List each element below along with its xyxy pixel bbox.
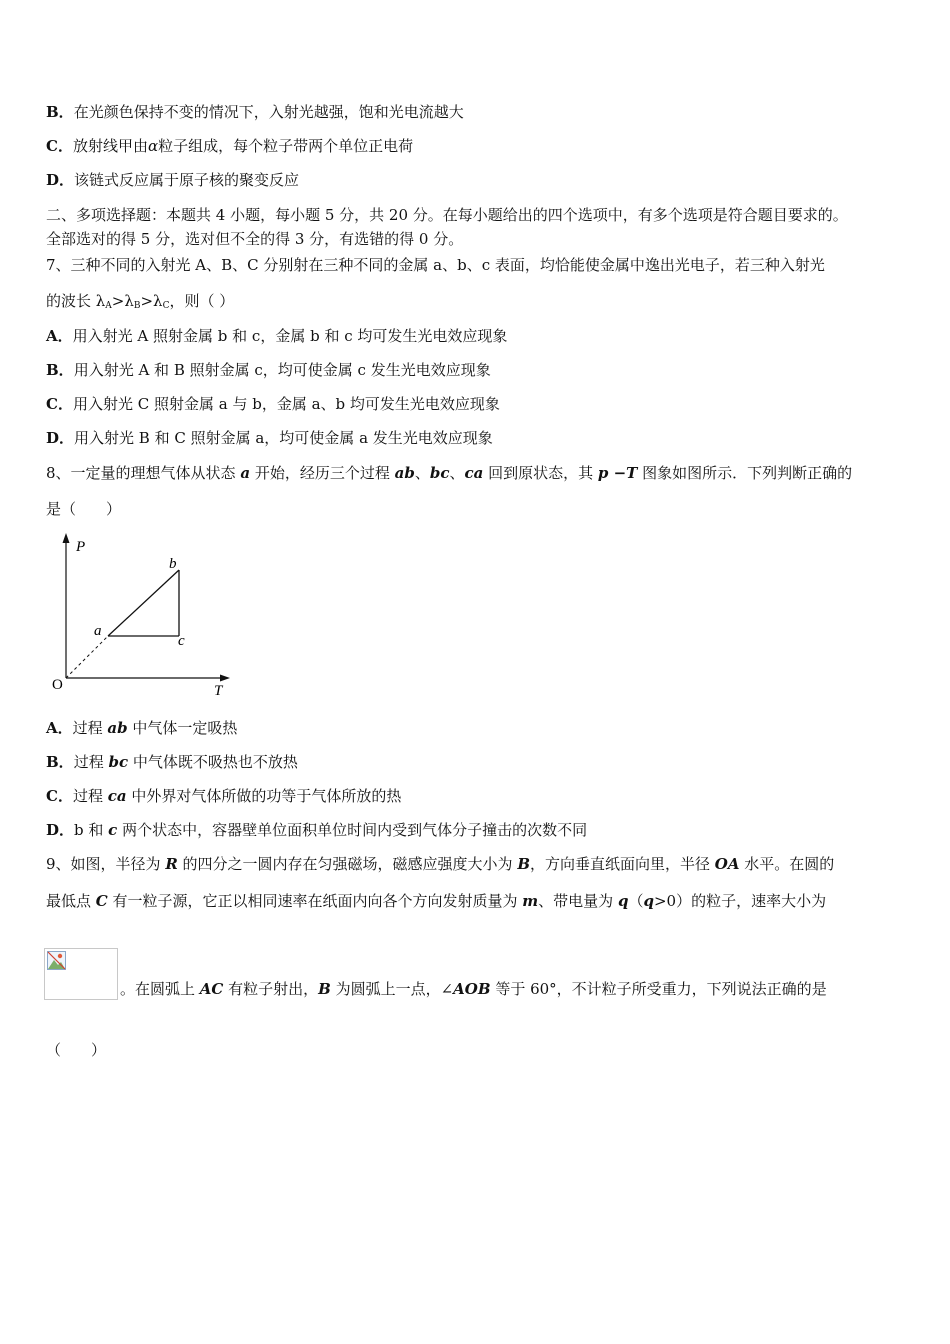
point-a-label: a — [94, 623, 102, 639]
option-label: A． — [46, 719, 73, 737]
stem-text: ，方向垂直纸面向里，半径 — [530, 855, 715, 873]
q9-stem-line3 — [120, 979, 827, 999]
subscript: A — [105, 301, 112, 311]
option-text: 用入射光 A 照射金属 b 和 c，金属 b 和 c 均可发生光电效应现象 — [72, 327, 508, 345]
q7-option-d — [46, 428, 493, 448]
pt-graph-figure — [44, 530, 244, 704]
var: OA — [714, 855, 740, 873]
option-text: 过程 — [72, 719, 108, 737]
q8-option-c — [46, 786, 401, 806]
dashed-line — [66, 636, 108, 678]
q7-stem-line1: 7、三种不同的入射光 A、B、C 分别射在三种不同的金属 a、b、c 表面，均恰能使金属中逸出光电子，若三种入射光 — [46, 256, 825, 274]
stem-text: >λ — [140, 292, 163, 310]
stem-text: 水平。在圆的 — [739, 855, 835, 873]
subscript: C — [162, 301, 170, 311]
q8-option-a — [46, 718, 237, 738]
stem-text: 有粒子射出， — [223, 980, 319, 998]
broken-image-placeholder — [44, 948, 118, 1000]
stem-text: 、带电量为 — [538, 892, 618, 910]
option-text: 两个状态中，容器壁单位面积单位时间内受到气体分子撞击的次数不同 — [117, 821, 588, 839]
var: q — [643, 892, 654, 910]
var: AOB — [453, 980, 491, 998]
var: B — [318, 980, 331, 998]
option-text: 用入射光 B 和 C 照射金属 a，均可使金属 a 发生光电效应现象 — [74, 429, 493, 447]
pt-graph — [44, 530, 244, 700]
option-text: 中气体一定吸热 — [127, 719, 238, 737]
stem-text: 。在圆弧上 — [120, 980, 200, 998]
option-label: B． — [46, 361, 74, 379]
q6-option-b — [46, 102, 464, 122]
option-text: 该链式反应属于原子核的聚变反应 — [74, 171, 300, 189]
process-ab — [108, 570, 179, 636]
q8-option-b — [46, 752, 298, 772]
var: bc — [429, 464, 450, 482]
stem-text: 回到原状态，其 — [483, 464, 598, 482]
option-label: A． — [46, 327, 73, 345]
option-label: C． — [46, 787, 73, 805]
p-axis-arrow — [63, 533, 70, 543]
stem-text: 图象如图所示．下列判断正确的 — [637, 464, 853, 482]
stem-text: 等于 60°，不计粒子所受重力，下列说法正确的是 — [490, 980, 827, 998]
stem-text: 为圆弧上一点，∠ — [330, 980, 454, 998]
var: m — [522, 892, 539, 910]
option-label: D． — [46, 429, 75, 447]
q9-stem-line2 — [46, 891, 826, 911]
p-label: P — [76, 539, 86, 555]
alpha-symbol: α — [147, 137, 159, 155]
q8-stem-line2: 是（ ） — [46, 500, 122, 518]
stem-text: ，则（ ） — [169, 292, 235, 310]
option-label: C． — [46, 137, 73, 155]
q6-option-c — [46, 136, 413, 156]
q7-option-b — [46, 360, 491, 380]
var: q — [617, 892, 629, 910]
stem-text: 开始，经历三个过程 — [250, 464, 395, 482]
var: bc — [108, 753, 129, 771]
var: ab — [394, 464, 415, 482]
q9-stem-line1 — [46, 854, 834, 874]
var: c — [108, 821, 118, 839]
option-label: D． — [46, 171, 75, 189]
option-text: 过程 — [72, 787, 108, 805]
point-c-label: c — [178, 633, 185, 649]
t-axis-arrow — [220, 675, 230, 682]
var: B — [517, 855, 531, 873]
option-label: D． — [46, 821, 75, 839]
stem-text: 8、一定量的理想气体从状态 — [46, 464, 241, 482]
var: ab — [107, 719, 128, 737]
option-text: 在光颜色保持不变的情况下，入射光越强，饱和光电流越大 — [73, 103, 464, 121]
option-text: 用入射光 C 照射金属 a 与 b，金属 a、b 均可发生光电效应现象 — [72, 395, 500, 413]
point-b-label: b — [169, 556, 177, 572]
var: ca — [107, 787, 127, 805]
q7-option-a — [46, 326, 507, 346]
stem-text: >0）的粒子，速率大小为 — [653, 892, 827, 910]
option-text: 中外界对气体所做的功等于气体所放的热 — [126, 787, 402, 805]
q9-stem-line4: （ ） — [46, 1041, 107, 1059]
stem-text: >λ — [111, 292, 134, 310]
t-label: T — [214, 683, 223, 699]
stem-text: 有一粒子源，它正以相同速率在纸面内向各个方向发射质量为 — [107, 892, 523, 910]
var: R — [165, 855, 178, 873]
q7-stem-line2 — [46, 291, 234, 316]
section-heading-line1: 二、多项选择题：本题共 4 小题，每小题 5 分，共 20 分。在每小题给出的四个选项中，有多个选项是符合题目要求的。 — [46, 206, 848, 224]
option-text: b 和 — [74, 821, 109, 839]
option-label: C． — [46, 395, 73, 413]
stem-text: 的四分之一圆内存在匀强磁场，磁感应强度大小为 — [177, 855, 518, 873]
origin-label: O — [52, 677, 63, 693]
stem-text: （ — [628, 892, 644, 910]
q8-stem-line1 — [46, 463, 852, 483]
broken-image-icon — [47, 951, 67, 971]
var: p −T — [597, 464, 638, 482]
option-text: 放射线甲由 — [72, 137, 148, 155]
option-text: 中气体既不吸热也不放热 — [128, 753, 298, 771]
subscript: B — [133, 301, 141, 311]
q6-option-d — [46, 170, 299, 190]
stem-text: 9、如图，半径为 — [46, 855, 166, 873]
option-label: B． — [46, 753, 74, 771]
var: ca — [464, 464, 484, 482]
stem-text: 的波长 λ — [46, 292, 106, 310]
option-label: B． — [46, 103, 74, 121]
stem-text: 、 — [414, 464, 430, 482]
option-text: 用入射光 A 和 B 照射金属 c，均可使金属 c 发生光电效应现象 — [73, 361, 491, 379]
stem-text: 最低点 — [46, 892, 96, 910]
var: AC — [199, 980, 224, 998]
stem-text: 、 — [449, 464, 465, 482]
var: C — [95, 892, 108, 910]
option-text: 过程 — [73, 753, 109, 771]
section-heading-line2: 全部选对的得 5 分，选对但不全的得 3 分，有选错的得 0 分。 — [46, 230, 464, 248]
option-text: 粒子组成，每个粒子带两个单位正电荷 — [158, 137, 414, 155]
q7-option-c — [46, 394, 500, 414]
q8-option-d — [46, 820, 587, 840]
var: a — [240, 464, 251, 482]
